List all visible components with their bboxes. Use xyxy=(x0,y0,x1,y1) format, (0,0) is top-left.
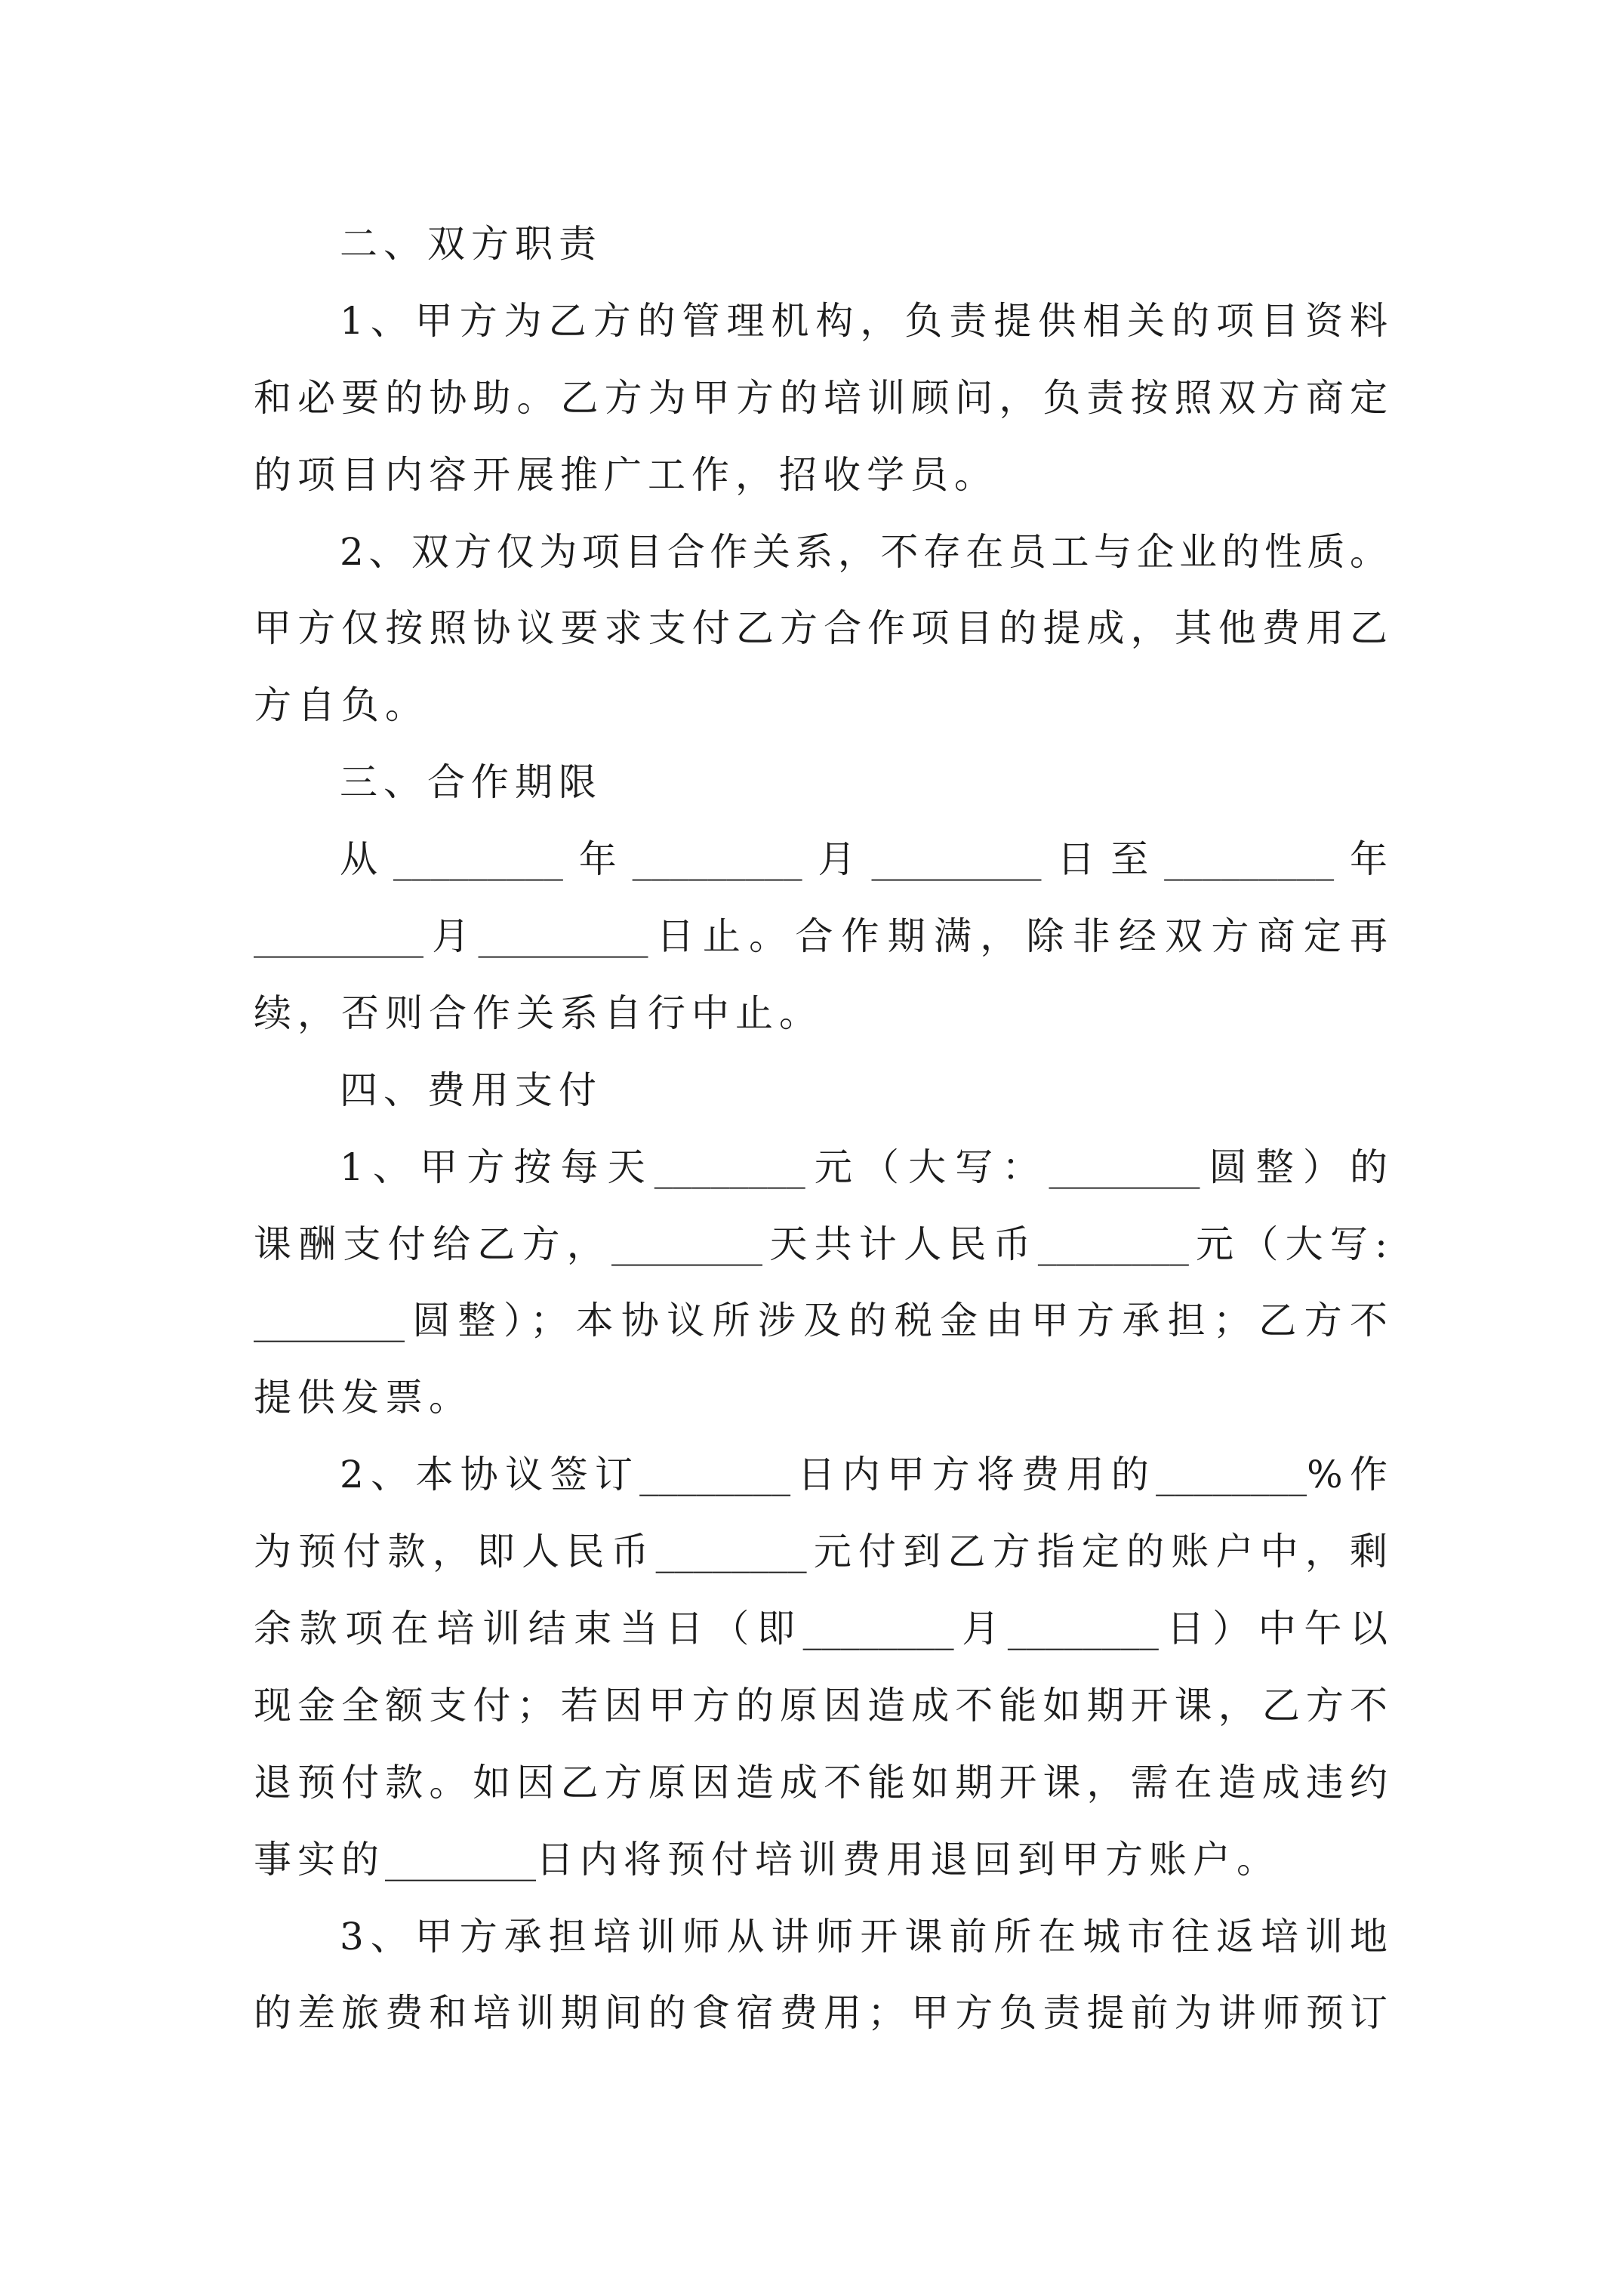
paragraph xyxy=(254,1899,1387,2053)
paragraph xyxy=(254,1437,1387,1898)
document-body xyxy=(254,206,1387,2052)
paragraph-line: ________圆整）；本协议所涉及的税金由甲方承担；乙方不 xyxy=(254,1299,1387,1343)
paragraph-line: 提供发票。 xyxy=(254,1376,473,1420)
paragraph-line: 课酬支付给乙方，________天共计人民币________元（大写: xyxy=(254,1222,1387,1266)
paragraph-line: 的差旅费和培训期间的食宿费用；甲方负责提前为讲师预订 xyxy=(254,1991,1387,2036)
paragraph-line: 余款项在培训结束当日（即________月________日）中午以 xyxy=(254,1607,1387,1651)
section-heading: 二、双方职责 xyxy=(340,222,602,266)
paragraph-line: 1、甲方为乙方的管理机构，负责提供相关的项目资料 xyxy=(340,298,1387,343)
paragraph-line: 续，否则合作关系自行中止。 xyxy=(254,991,823,1035)
paragraph-line: 1、甲方按每天________元（大写：________圆整）的 xyxy=(340,1145,1387,1189)
paragraph-line: 为预付款，即人民币________元付到乙方指定的账户中，剩 xyxy=(254,1530,1387,1574)
paragraph-line: 从_________年_________月_________日至_________年 xyxy=(340,837,1387,882)
section-payment xyxy=(254,1052,1387,2053)
paragraph-line: 方自负。 xyxy=(254,683,429,728)
section-cooperation-period xyxy=(254,744,1387,1052)
paragraph-line: 和必要的协助。乙方为甲方的培训顾问，负责按照双方商定 xyxy=(254,375,1387,420)
fill-in-blank: ________ xyxy=(385,1837,536,1881)
paragraph xyxy=(254,283,1387,514)
paragraph-line: _________月_________日止。合作期满，除非经双方商定再 xyxy=(254,914,1387,959)
section-heading: 四、费用支付 xyxy=(340,1068,602,1112)
paragraph-line: 的项目内容开展推广工作，招收学员。 xyxy=(254,452,998,497)
paragraph-line: 事实的________日内将预付培训费用退回到甲方账户。 xyxy=(254,1837,1280,1881)
paragraph-line: 现金全额支付；若因甲方的原因造成不能如期开课，乙方不 xyxy=(254,1683,1387,1727)
section-heading: 三、合作期限 xyxy=(340,760,602,805)
paragraph-line: 2、双方仅为项目合作关系，不存在员工与企业的性质。 xyxy=(340,529,1387,574)
paragraph xyxy=(254,1130,1387,1438)
paragraph-line: 甲方仅按照协议要求支付乙方合作项目的提成，其他费用乙 xyxy=(254,606,1387,651)
paragraph-line: 2、本协议签订________日内甲方将费用的________%作 xyxy=(340,1453,1387,1497)
paragraph xyxy=(254,821,1387,1052)
paragraph-line: 退预付款。如因乙方原因造成不能如期开课，需在造成违约 xyxy=(254,1760,1387,1804)
section-responsibilities xyxy=(254,206,1387,744)
paragraph-line: 3、甲方承担培训师从讲师开课前所在城市往返培训地 xyxy=(340,1914,1387,1959)
paragraph xyxy=(254,514,1387,745)
